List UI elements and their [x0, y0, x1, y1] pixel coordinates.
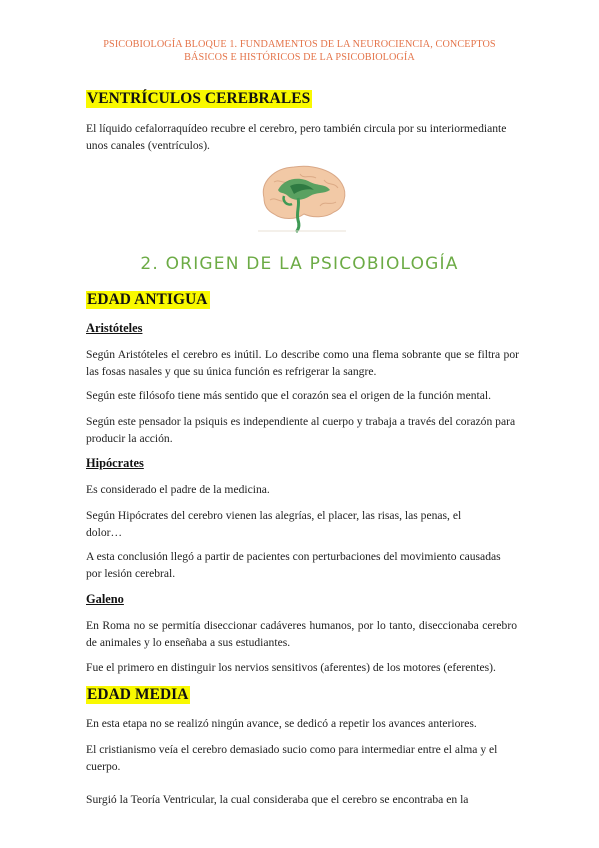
edad-media-heading [86, 686, 190, 704]
hipocrates-paragraph-2: Según Hipócrates del cerebro vienen las alegrías, el placer, las risas, las penas, el dolor… [86, 509, 462, 539]
galeno-paragraph-2: Fue el primero en distinguir los nervios sensitivos (aferentes) de los motores (eferentes). [86, 661, 496, 674]
section-2-title: 2. ORIGEN DE LA PSICOBIOLOGÍA [140, 254, 459, 274]
edad-media-paragraph-1: En esta etapa no se realizó ningún avance, se dedicó a repetir los avances anteriores. [86, 717, 477, 730]
hipocrates-paragraph-3: A esta conclusión llegó a partir de pacientes con perturbaciones del movimiento causadas por lesión cerebral. [86, 550, 501, 580]
ventriculos-paragraph: El líquido cefalorraquídeo recubre el cerebro, pero también circula por su interiormediante unos canales (ventrículos). [86, 122, 507, 152]
edad-media-paragraph-2: El cristianismo veía el cerebro demasiado sucio como para intermediar entre el alma y el cuerpo. [86, 743, 498, 773]
page-header [40, 38, 559, 64]
edad-media-heading-text: EDAD MEDIA [87, 686, 189, 703]
hipocrates-heading: Hipócrates [86, 456, 144, 470]
aristoteles-paragraph-1: Según Aristóteles el cerebro es inútil. Lo describe como una flema sobrante que se filtra por las fosas nasales y que su única función es refrigerar la sangre. [86, 348, 519, 378]
header-line-2: BÁSICOS E HISTÓRICOS DE LA PSICOBIOLOGÍA [184, 52, 415, 63]
aristoteles-paragraph-2: Según este filósofo tiene más sentido que el corazón sea el origen de la función mental. [86, 389, 492, 402]
hipocrates-paragraph-1: Es considerado el padre de la medicina. [86, 483, 270, 496]
galeno-paragraph-1: En Roma no se permitía diseccionar cadáveres humanos, por lo tanto, diseccionaba cerebro de animales y lo enseñaba a sus estudiantes. [86, 619, 517, 649]
aristoteles-paragraph-3: Según este pensador la psiquis es independiente al cuerpo y trabaja a través del corazón para producir la acción. [86, 415, 516, 445]
aristoteles-heading: Aristóteles [86, 321, 143, 335]
edad-media-paragraph-3: Surgió la Teoría Ventricular, la cual consideraba que el cerebro se encontraba en la [86, 793, 469, 806]
ventriculos-heading-text: VENTRÍCULOS CEREBRALES [87, 90, 311, 107]
edad-antigua-heading-text: EDAD ANTIGUA [87, 291, 208, 308]
edad-antigua-heading [86, 291, 210, 309]
galeno-heading: Galeno [86, 592, 124, 606]
ventriculos-heading [86, 90, 312, 108]
brain-ventricles-icon [254, 160, 350, 234]
header-line-1: PSICOBIOLOGÍA BLOQUE 1. FUNDAMENTOS DE LA NEUROCIENCIA, CONCEPTOS [103, 39, 496, 50]
